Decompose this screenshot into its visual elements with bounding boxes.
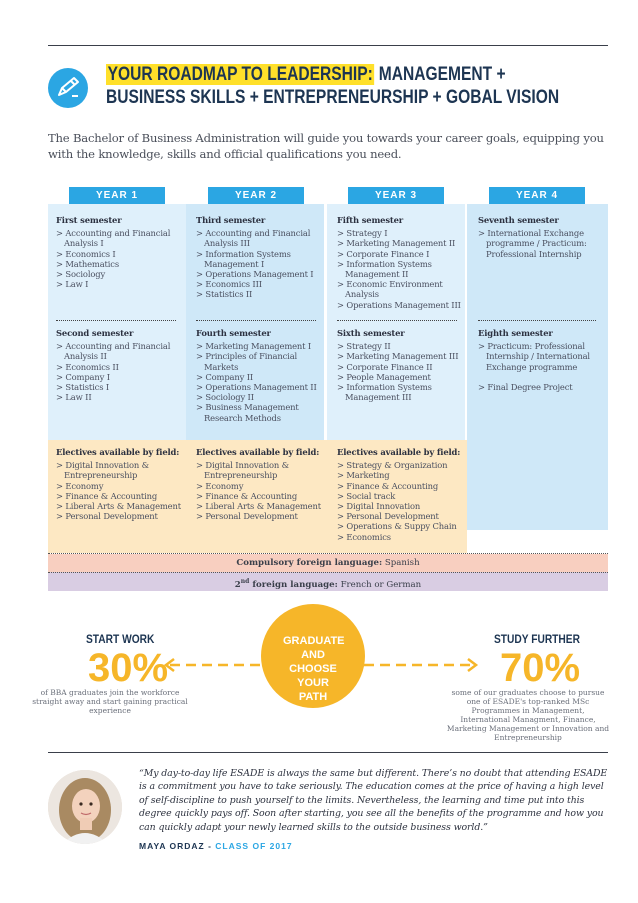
middle-rule <box>48 752 608 753</box>
course-item: > Marketing Management II <box>337 238 456 249</box>
course-item: > Statistics I <box>56 382 110 393</box>
semester-title: Sixth semester <box>337 328 405 338</box>
intro-text <box>48 130 608 162</box>
elective-item: > Personal Development <box>337 511 439 522</box>
testimonial-attribution <box>139 841 293 851</box>
compulsory-language-value: Spanish <box>384 558 420 568</box>
year-2-sem-1 <box>196 215 320 300</box>
title-highlight: YOUR ROADMAP TO LEADERSHIP: <box>107 64 373 85</box>
course-item: > Operations Management III <box>337 299 461 310</box>
ordinal-number: 2 <box>234 579 241 590</box>
tab-year-4: YEAR 4 <box>489 187 585 204</box>
course-item: > Company I <box>56 371 110 382</box>
tab-year-1: YEAR 1 <box>69 187 165 204</box>
semester-title: Fifth semester <box>337 215 404 225</box>
year-1-sem-1 <box>56 215 180 289</box>
start-work-note: of BBA graduates join the workforce straight away and start gaining practical experience <box>32 688 188 715</box>
avatar <box>48 770 122 844</box>
graduate-circle-text: GRADUATE AND CHOOSE YOUR PATH <box>283 635 345 703</box>
electives-list <box>56 460 184 521</box>
elective-item: > Digital Innovation & Entrepreneurship <box>196 460 289 481</box>
elective-item: > Personal Development <box>196 511 298 522</box>
course-item: > Company II <box>196 371 254 382</box>
title-rest: MANAGEMENT + <box>374 64 506 85</box>
course-list <box>56 228 180 289</box>
elective-item: > Economy <box>56 480 104 491</box>
elective-item: > Strategy & Organization <box>337 460 448 471</box>
semester-title: Fourth semester <box>196 328 271 338</box>
course-list <box>337 228 461 310</box>
page-title <box>106 63 560 109</box>
spacer <box>478 372 602 382</box>
course-item: > Information Systems Management II <box>337 258 432 280</box>
second-language-label <box>235 580 338 590</box>
semester-title: Third semester <box>196 215 266 225</box>
semester-divider <box>337 320 457 321</box>
electives-title: Electives available by field: <box>196 447 320 457</box>
elective-item: > Economy <box>196 480 244 491</box>
elective-item: > Digital Innovation & Entrepreneurship <box>56 460 149 481</box>
electives-list <box>337 460 465 542</box>
course-list <box>56 341 180 402</box>
semester-divider <box>478 320 596 321</box>
course-item: > Law II <box>56 392 92 403</box>
elective-item: > Liberal Arts & Management <box>56 501 181 512</box>
tab-year-2: YEAR 2 <box>208 187 304 204</box>
course-item: > Principles of Financial Markets <box>196 351 298 372</box>
course-list <box>478 341 602 392</box>
course-item: > Economics I <box>56 248 116 259</box>
course-item: > International Exchange programme / Practicum: Professional Internship <box>478 228 587 259</box>
course-list <box>196 341 320 423</box>
course-item: > Corporate Finance II <box>337 361 433 372</box>
elective-item: > Economics <box>337 531 391 542</box>
elective-item: > Social track <box>337 490 396 501</box>
course-item: > Accounting and Financial Analysis I <box>56 228 171 249</box>
course-item: > Economics II <box>56 361 119 372</box>
semester-title: Seventh semester <box>478 215 559 225</box>
testimonial-quote: “My day-to-day life ESADE is always the same but different. There’s no doubt that attending ESADE is a commitment you have to take seriously. The education comes at the price of having a high level of self-discipline to push yourself to the limits. Nevertheless, the learning and time put into this degree quickly pays off. Soon after starting, you see all the benefits of the programme and how you can quickly adapt your newly learned skills to the outside business world.” <box>139 768 608 833</box>
course-item: > Economic Environment Analysis <box>337 279 443 300</box>
year-3-electives <box>337 447 465 542</box>
elective-item: > Personal Development <box>56 511 158 522</box>
semester-divider <box>56 320 176 321</box>
year-1-electives <box>56 447 184 521</box>
compulsory-language-bar <box>48 554 608 572</box>
semester-title: First semester <box>56 215 122 225</box>
electives-title: Electives available by field: <box>337 447 461 457</box>
pencil-icon <box>48 68 88 108</box>
course-item: > Sociology II <box>196 392 254 403</box>
intro-line-1: The Bachelor of Business Administration will guide you towards your career goals, equipping you <box>48 131 604 145</box>
course-list <box>196 228 320 299</box>
course-item: > Operations Management II <box>196 382 317 393</box>
course-item: > Accounting and Financial Analysis III <box>196 228 311 249</box>
right-arrow <box>362 657 482 673</box>
title-line-2: BUSINESS SKILLS + ENTREPRENEURSHIP + GOBAL VISION <box>106 87 560 108</box>
testimonial-name: MAYA ORDAZ <box>139 841 205 851</box>
attribution-separator: - <box>204 841 216 851</box>
compulsory-language-label: Compulsory foreign language: <box>236 558 383 568</box>
top-rule <box>48 45 608 46</box>
second-language-text: foreign language: <box>252 579 338 590</box>
course-item: > Information Systems Management I <box>196 248 291 269</box>
elective-item: > Finance & Accounting <box>56 490 158 501</box>
second-language-bar <box>48 572 608 591</box>
electives-title: Electives available by field: <box>56 447 180 457</box>
study-further-note: some of our graduates choose to pursue one of ESADE's top-ranked MSc Programmes in Management, International Managment, Finance, Marketing Management or Innovation and Entrepreneurship <box>446 688 610 742</box>
start-work-label: START WORK <box>86 632 155 646</box>
year-2-sem-2 <box>196 328 320 423</box>
elective-item: > Liberal Arts & Management <box>196 501 321 512</box>
second-language-value: French or German <box>340 579 422 590</box>
intro-line-2: with the knowledge, skills and official qualifications you need. <box>48 147 402 161</box>
course-item: > Accounting and Financial Analysis II <box>56 341 171 362</box>
course-item: > Information Systems Management III <box>337 382 432 403</box>
year-2-electives <box>196 447 324 521</box>
study-further-percent: 70% <box>500 646 581 690</box>
course-item: > Marketing Management I <box>196 341 312 352</box>
semester-title: Eighth semester <box>478 328 553 338</box>
course-item: > Operations Management I <box>196 269 314 280</box>
course-item: > Statistics II <box>196 289 253 300</box>
course-list <box>478 228 602 259</box>
year-3-sem-2 <box>337 328 461 402</box>
course-item: > Business Management Research Methods <box>196 402 299 423</box>
course-list <box>337 341 461 402</box>
course-item: > Strategy II <box>337 341 391 352</box>
course-item: > Practicum: Professional Internship / International Exchange programme <box>478 341 590 372</box>
ordinal-suffix: nd <box>240 578 250 585</box>
course-item: > People Management <box>337 371 431 382</box>
course-item: > Marketing Management III <box>337 351 459 362</box>
semester-divider <box>196 320 316 321</box>
course-item: > Law I <box>56 279 89 290</box>
elective-item: > Operations & Suppy Chain <box>337 521 457 532</box>
year-3-sem-1 <box>337 215 461 310</box>
elective-item: > Marketing <box>337 470 390 481</box>
course-item: > Mathematics <box>56 258 119 269</box>
year-1-sem-2 <box>56 328 180 402</box>
study-further-label: STUDY FURTHER <box>494 632 580 646</box>
course-item: > Strategy I <box>337 228 388 239</box>
year-4-sem-1 <box>478 215 602 259</box>
testimonial-class: CLASS OF 2017 <box>215 841 293 851</box>
year-4-sem-2 <box>478 328 602 392</box>
elective-item: > Finance & Accounting <box>337 480 439 491</box>
semester-title: Second semester <box>56 328 134 338</box>
course-item: > Economics III <box>196 279 262 290</box>
elective-item: > Digital Innovation <box>337 501 421 512</box>
course-item: > Final Degree Project <box>478 381 573 392</box>
course-item: > Corporate Finance I <box>337 248 430 259</box>
start-work-percent: 30% <box>88 646 169 690</box>
course-item: > Sociology <box>56 269 106 280</box>
elective-item: > Finance & Accounting <box>196 490 298 501</box>
electives-list <box>196 460 324 521</box>
tab-year-3: YEAR 3 <box>348 187 444 204</box>
